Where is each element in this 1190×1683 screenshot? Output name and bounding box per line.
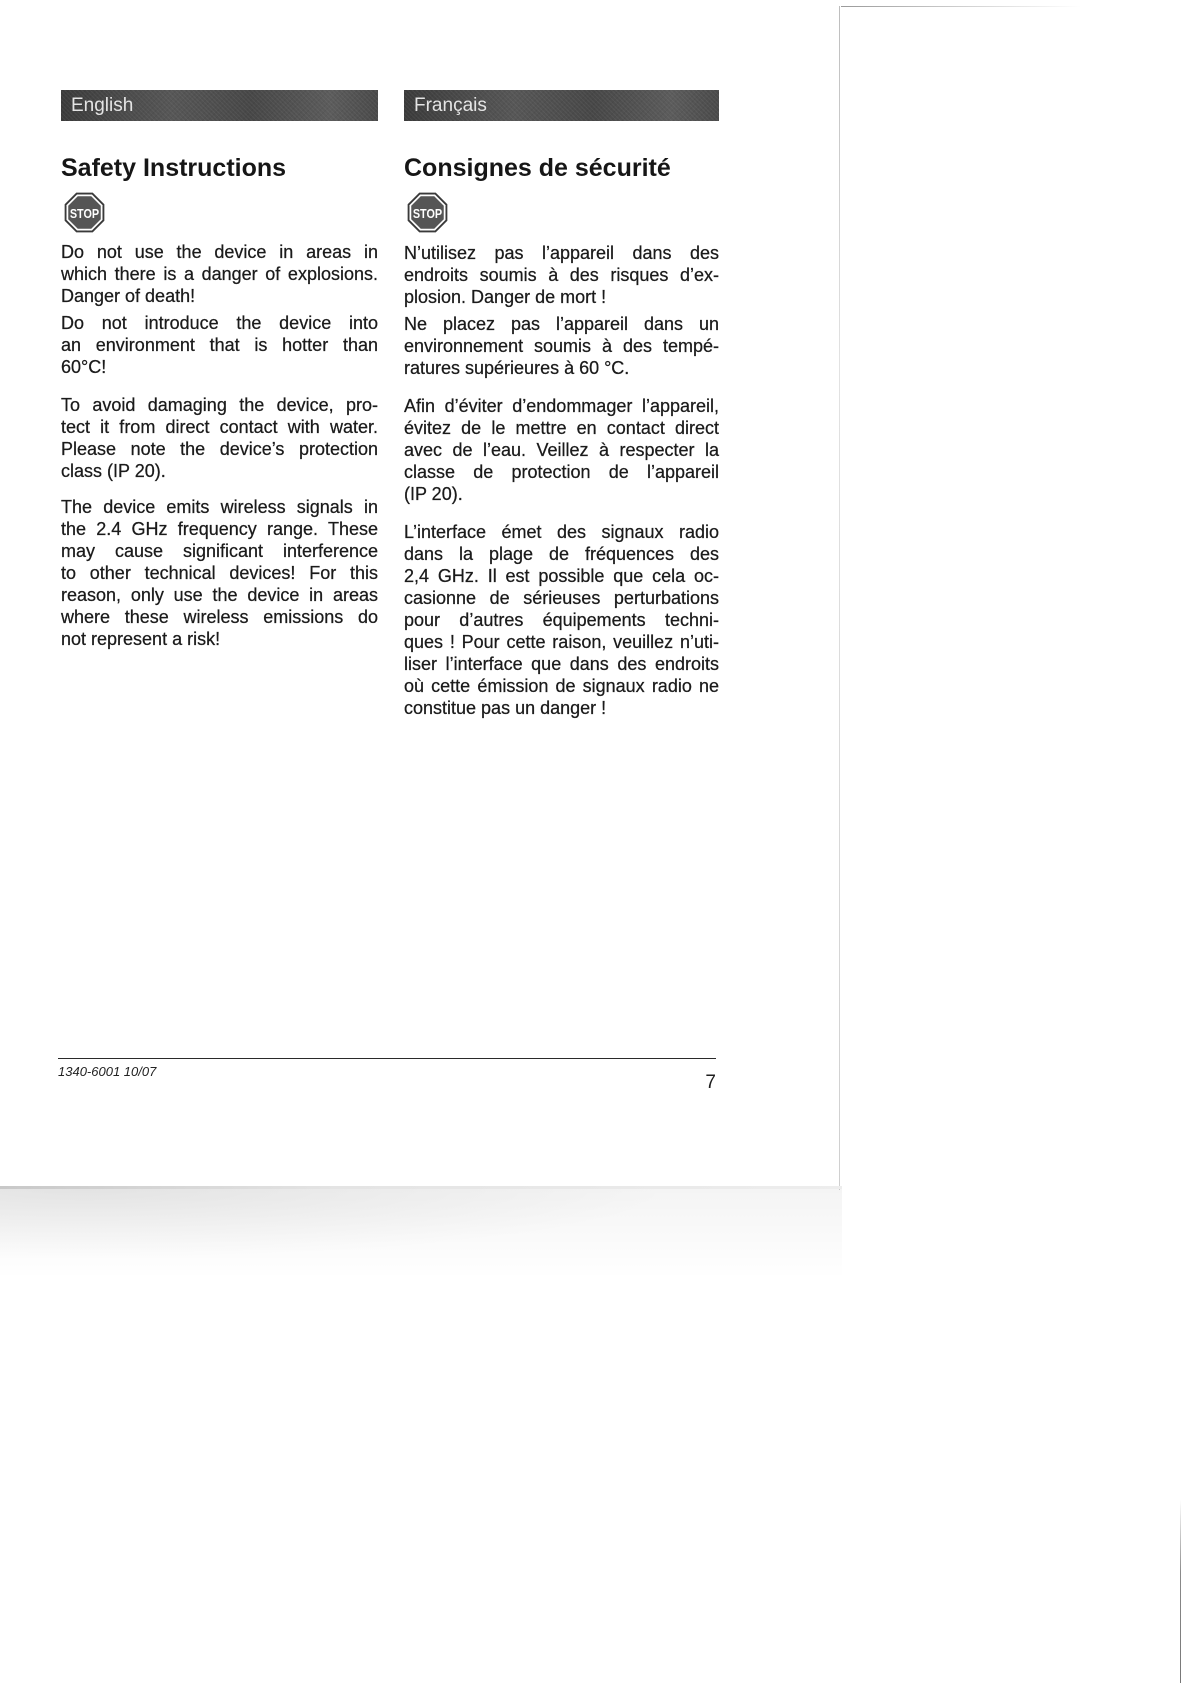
- text-line: reason, only use the device in areas: [61, 585, 378, 605]
- stop-sign-text: STOP: [412, 205, 443, 221]
- text-line: not represent a risk!: [61, 629, 221, 649]
- text-line: dans la plage de fréquences des: [404, 544, 719, 564]
- language-label: Français: [414, 95, 487, 116]
- text-line: Afin d’éviter d’endommager l’appareil,: [404, 396, 719, 416]
- footer-rule: [58, 1058, 716, 1059]
- text-line: The device emits wireless signals in: [61, 497, 378, 517]
- text-line: 2,4 GHz. Il est possible que cela oc-: [404, 566, 719, 586]
- text-line: Do not use the device in areas in: [61, 242, 378, 262]
- paragraph-water-protection: [404, 395, 719, 505]
- text-line: may cause significant interference: [61, 541, 378, 561]
- text-line: ratures supérieures à 60 °C.: [404, 358, 630, 378]
- text-line: L’interface émet des signaux radio: [404, 522, 719, 542]
- paragraph-temperature-warning: [61, 312, 378, 378]
- text-line: plosion. Danger de mort !: [404, 287, 607, 307]
- text-line: Danger of death!: [61, 286, 196, 306]
- text-line: endroits soumis à des risques d’ex-: [404, 265, 719, 285]
- text-line: to other technical devices! For this: [61, 563, 378, 583]
- section-title: Safety Instructions: [61, 154, 287, 182]
- stop-sign-icon: [62, 190, 107, 235]
- paragraph-explosion-warning: [404, 242, 719, 308]
- text-line: environnement soumis à des tempé-: [404, 336, 719, 356]
- text-line: Do not introduce the device into: [61, 313, 378, 333]
- scan-edge: [1180, 1500, 1181, 1683]
- paragraph-explosion-warning: [61, 241, 378, 307]
- language-label: English: [71, 95, 134, 116]
- text-line: 60°C!: [61, 357, 107, 377]
- text-line: Ne placez pas l’appareil dans un: [404, 314, 719, 334]
- text-line: which there is a danger of explosions.: [61, 264, 378, 284]
- text-line: class (IP 20).: [61, 461, 166, 481]
- text-line: constitue pas un danger !: [404, 698, 607, 718]
- text-line: (IP 20).: [404, 484, 463, 504]
- section-title: Consignes de sécurité: [404, 154, 671, 182]
- scan-shadow: [0, 1189, 842, 1279]
- text-line: avec de l’eau. Veillez à respecter la: [404, 440, 719, 460]
- column-english: [61, 0, 378, 760]
- paragraph-water-protection: [61, 394, 378, 482]
- paragraph-wireless-interference: [404, 521, 719, 719]
- text-line: To avoid damaging the device, pro-: [61, 395, 378, 415]
- text-line: évitez de le mettre en contact direct: [404, 418, 719, 438]
- document-code: 1340-6001 10/07: [58, 1064, 157, 1079]
- scan-edge: [841, 6, 1081, 7]
- text-line: the 2.4 GHz frequency range. These: [61, 519, 378, 539]
- page-number: 7: [705, 1072, 716, 1093]
- text-line: ques ! Pour cette raison, veuillez n’uti-: [404, 632, 719, 652]
- language-header-french: [404, 90, 719, 121]
- stop-sign-icon: [405, 190, 450, 235]
- column-french: [404, 0, 719, 760]
- text-line: an environment that is hotter than: [61, 335, 378, 355]
- text-line: N’utilisez pas l’appareil dans des: [404, 243, 719, 263]
- paragraph-temperature-warning: [404, 313, 719, 379]
- text-line: Please note the device’s protection: [61, 439, 378, 459]
- text-line: où cette émission de signaux radio ne: [404, 676, 719, 696]
- text-line: tect it from direct contact with water.: [61, 417, 378, 437]
- text-line: pour d’autres équipements techni-: [404, 610, 719, 630]
- text-line: where these wireless emissions do: [61, 607, 378, 627]
- stop-sign-text: STOP: [69, 205, 100, 221]
- text-line: liser l’interface que dans des endroits: [404, 654, 719, 674]
- scan-edge: [839, 6, 840, 1190]
- text-line: casionne de sérieuses perturbations: [404, 588, 719, 608]
- paragraph-wireless-interference: [61, 496, 378, 650]
- language-header-english: [61, 90, 378, 121]
- text-line: classe de protection de l’appareil: [404, 462, 719, 482]
